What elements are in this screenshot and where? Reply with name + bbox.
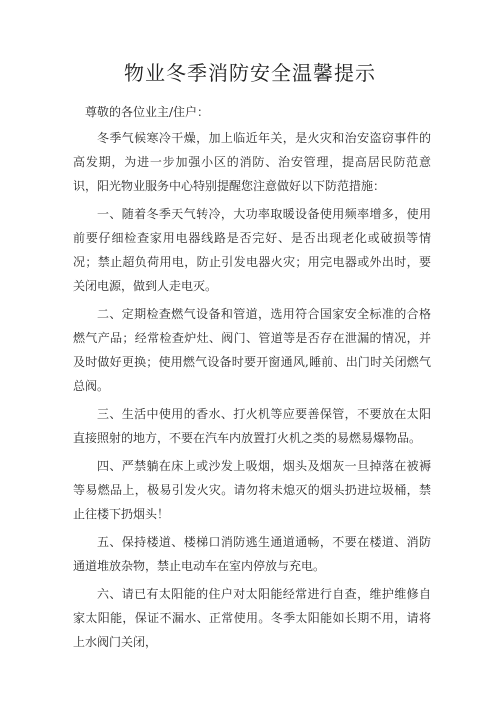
salutation: 尊敬的各位业主/住户：	[85, 105, 210, 119]
intro-paragraph: 冬季气候寒冷干燥，加上临近年关，是火灾和治安盗窃事件的高发期，为进一步加强小区的消防、治安管理，提高居民防范意识，阳光物业服务中心特别提醒您注意做好以下防范措施：	[73, 131, 431, 193]
item-paragraph-3: 三、生活中使用的香水、打火机等应要善保管，不要放在太阳直接照射的地方，不要在汽车内放置打火机之类的易燃易爆物品。	[73, 407, 431, 445]
item-paragraph-4: 四、严禁躺在床上或沙发上吸烟，烟头及烟灰一旦掉落在被褥等易燃品上，极易引发火灾。请勿将未熄灭的烟头扔进垃圾桶，禁止往楼下扔烟头！	[73, 459, 431, 521]
item-paragraph-5: 五、保持楼道、楼梯口消防逃生通道通畅，不要在楼道、消防通道堆放杂物，禁止电动车在室内停放与充电。	[73, 535, 431, 573]
item-paragraph-2: 二、定期检查燃气设备和管道，选用符合国家安全标准的合格燃气产品；经常检查炉灶、阀门、管道等是否存在泄漏的情况，并及时做好更换；使用燃气设备时要开窗通风,睡前、出门时关闭燃气总阀。	[73, 307, 431, 393]
notice-title: 物业冬季消防安全温馨提示	[124, 61, 376, 85]
notice-body	[73, 100, 431, 658]
item-paragraph-6: 六、请已有太阳能的住户对太阳能经常进行自查，维护维修自家太阳能，保证不漏水、正常使用。冬季太阳能如长期不用，请将上水阀门关闭，	[73, 587, 431, 649]
item-paragraph-1: 一、随着冬季天气转冷，大功率取暖设备使用频率增多，使用前要仔细检查家用电器线路是否完好、是否出现老化或破损等情况；禁止超负荷用电，防止引发电器火灾；用完电器或外出时，要关闭电源，做到人走电灭。	[73, 207, 431, 293]
